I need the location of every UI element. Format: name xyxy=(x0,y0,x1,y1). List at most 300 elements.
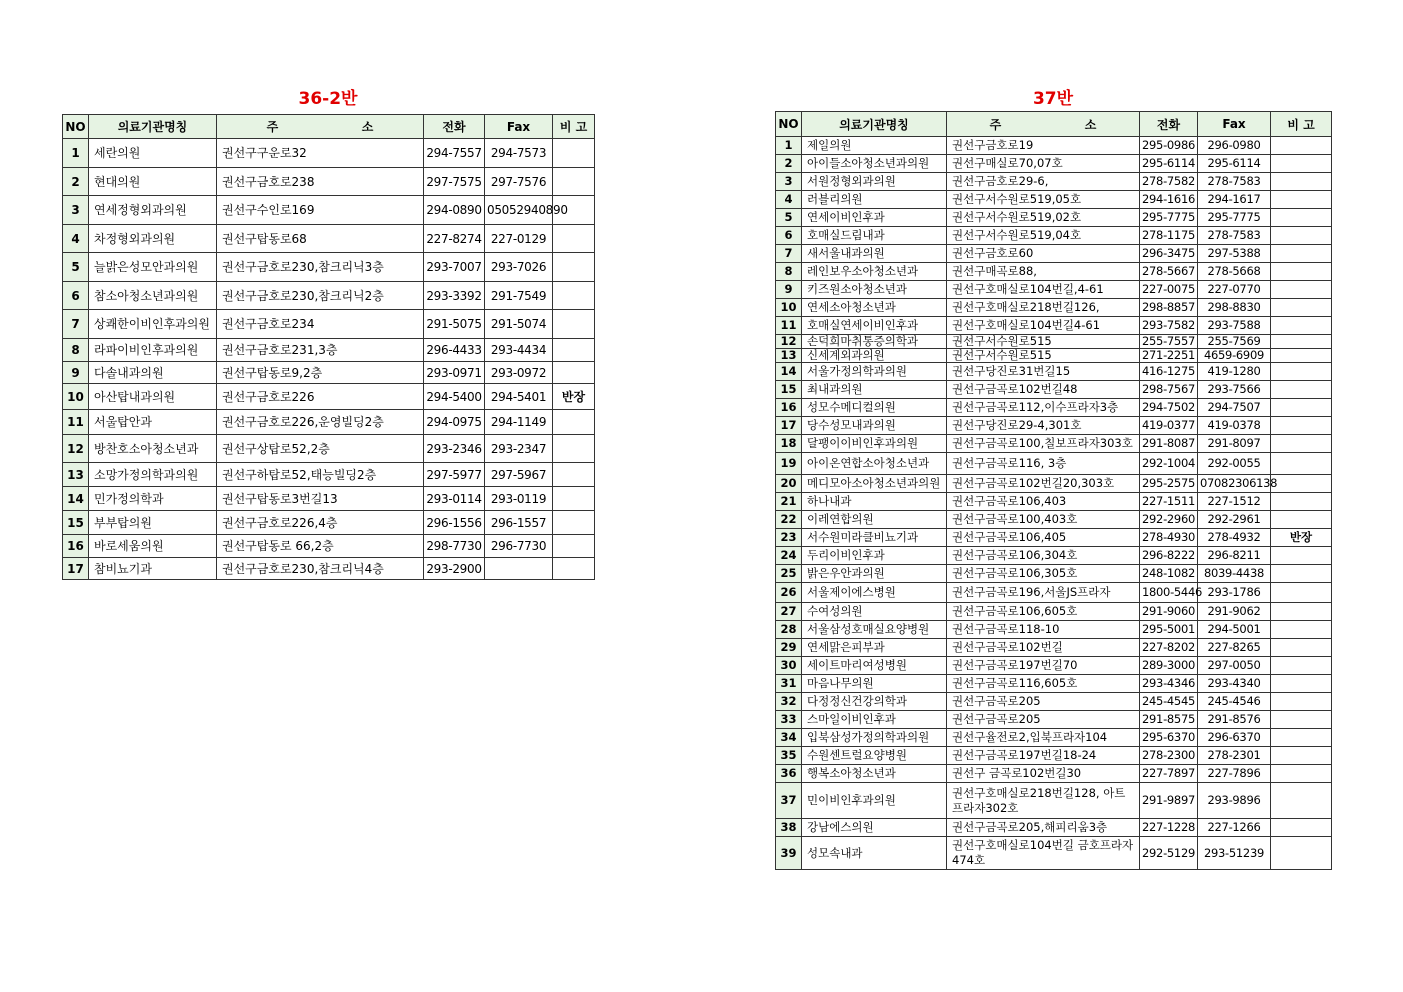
cell-fax xyxy=(485,558,553,580)
cell-note xyxy=(553,435,595,463)
table-row xyxy=(776,675,1332,693)
cell-name: 연세이비인후과 xyxy=(802,209,947,227)
cell-no: 22 xyxy=(776,511,802,529)
table-row xyxy=(63,225,595,253)
table-row xyxy=(776,783,1332,819)
table-row xyxy=(776,335,1332,349)
cell-phone: 294-7502 xyxy=(1140,399,1198,417)
cell-note xyxy=(1271,335,1332,349)
cell-no: 9 xyxy=(776,281,802,299)
cell-address: 권선구금호로230,참크리닉4층 xyxy=(217,558,424,580)
table-row xyxy=(63,282,595,310)
cell-name: 참소아청소년과의원 xyxy=(89,282,217,310)
cell-no: 26 xyxy=(776,583,802,603)
cell-no: 2 xyxy=(63,168,89,196)
cell-name: 부부탑의원 xyxy=(89,511,217,535)
cell-fax: 227-0129 xyxy=(485,225,553,253)
col-header-fax: Fax xyxy=(485,115,553,139)
table-row xyxy=(776,837,1332,870)
cell-note xyxy=(553,535,595,558)
cell-no: 18 xyxy=(776,435,802,453)
cell-note xyxy=(1271,173,1332,191)
cell-name: 수여성의원 xyxy=(802,603,947,621)
cell-name: 참비뇨기과 xyxy=(89,558,217,580)
cell-address: 권선구금호로238 xyxy=(217,168,424,196)
cell-note xyxy=(553,487,595,511)
cell-name: 성모속내과 xyxy=(802,837,947,870)
cell-note xyxy=(1271,583,1332,603)
cell-name: 서원정형외과의원 xyxy=(802,173,947,191)
cell-note xyxy=(1271,547,1332,565)
cell-fax: 245-4546 xyxy=(1198,693,1271,711)
clinic-table-36-2 xyxy=(62,114,595,580)
cell-address: 권선구금곡로100,403호 xyxy=(947,511,1140,529)
cell-name: 메디모아소아청소년과의원 xyxy=(802,475,947,493)
table-row xyxy=(776,819,1332,837)
cell-phone: 416-1275 xyxy=(1140,363,1198,381)
cell-phone: 293-0114 xyxy=(424,487,485,511)
cell-note xyxy=(1271,621,1332,639)
cell-address: 권선구하탑로52,태능빌딩2층 xyxy=(217,463,424,487)
table-header-row xyxy=(63,115,595,139)
cell-phone: 1800-5446 xyxy=(1140,583,1198,603)
table-row xyxy=(776,529,1332,547)
cell-phone: 294-5400 xyxy=(424,384,485,410)
cell-note xyxy=(553,253,595,282)
cell-name: 제일의원 xyxy=(802,137,947,155)
table-row xyxy=(776,363,1332,381)
cell-note xyxy=(1271,245,1332,263)
cell-address: 권선구금곡로102번길48 xyxy=(947,381,1140,399)
table-row xyxy=(776,137,1332,155)
cell-name: 서울탑안과 xyxy=(89,410,217,435)
cell-note xyxy=(553,282,595,310)
cell-fax: 278-7583 xyxy=(1198,173,1271,191)
cell-name: 두리이비인후과 xyxy=(802,547,947,565)
cell-fax: 293-2347 xyxy=(485,435,553,463)
cell-address: 권선구탑동로3번길13 xyxy=(217,487,424,511)
cell-name: 세란의원 xyxy=(89,139,217,168)
table-row xyxy=(776,747,1332,765)
cell-fax: 295-7775 xyxy=(1198,209,1271,227)
cell-name: 마음나무의원 xyxy=(802,675,947,693)
cell-address: 권선구호매실로104번길4-61 xyxy=(947,317,1140,335)
cell-phone: 248-1082 xyxy=(1140,565,1198,583)
cell-fax: 278-4932 xyxy=(1198,529,1271,547)
cell-fax: 05052940890 xyxy=(485,196,553,225)
cell-note xyxy=(1271,417,1332,435)
cell-phone: 255-7557 xyxy=(1140,335,1198,349)
cell-note xyxy=(1271,191,1332,209)
cell-no: 38 xyxy=(776,819,802,837)
table-row xyxy=(776,511,1332,529)
cell-phone: 245-4545 xyxy=(1140,693,1198,711)
cell-phone: 293-0971 xyxy=(424,362,485,384)
cell-no: 28 xyxy=(776,621,802,639)
cell-phone: 296-1556 xyxy=(424,511,485,535)
cell-phone: 296-4433 xyxy=(424,339,485,362)
cell-no: 8 xyxy=(776,263,802,281)
cell-name: 아이온연합소아청소년과 xyxy=(802,453,947,475)
cell-name: 새서울내과의원 xyxy=(802,245,947,263)
table-row xyxy=(63,339,595,362)
cell-name: 세이트마리여성병원 xyxy=(802,657,947,675)
cell-phone: 278-2300 xyxy=(1140,747,1198,765)
cell-phone: 271-2251 xyxy=(1140,349,1198,363)
table-row xyxy=(776,475,1332,493)
cell-name: 최내과의원 xyxy=(802,381,947,399)
cell-phone: 291-9060 xyxy=(1140,603,1198,621)
cell-no: 14 xyxy=(63,487,89,511)
table-row xyxy=(776,417,1332,435)
cell-address: 권선구금곡로106,304호 xyxy=(947,547,1140,565)
section-title-36-2: 36-2반 xyxy=(298,89,358,109)
cell-address: 권선구당진로29-4,301호 xyxy=(947,417,1140,435)
cell-fax: 296-6370 xyxy=(1198,729,1271,747)
col-header-no: NO xyxy=(63,115,89,139)
table-row xyxy=(776,657,1332,675)
cell-note xyxy=(553,362,595,384)
cell-phone: 298-7567 xyxy=(1140,381,1198,399)
cell-fax: 293-7566 xyxy=(1198,381,1271,399)
cell-note xyxy=(1271,729,1332,747)
table-row xyxy=(63,435,595,463)
cell-no: 5 xyxy=(776,209,802,227)
table-row xyxy=(63,196,595,225)
cell-address: 권선구금곡로197번길18-24 xyxy=(947,747,1140,765)
cell-address: 권선구금곡로196,서울JS프라자 xyxy=(947,583,1140,603)
cell-note xyxy=(553,339,595,362)
table-row xyxy=(776,711,1332,729)
table-row xyxy=(776,349,1332,363)
cell-name: 이레연합의원 xyxy=(802,511,947,529)
cell-name: 하나내과 xyxy=(802,493,947,511)
table-row xyxy=(776,547,1332,565)
cell-no: 3 xyxy=(63,196,89,225)
cell-address: 권선구금호로230,참크리닉2층 xyxy=(217,282,424,310)
cell-note xyxy=(1271,155,1332,173)
cell-name: 아이들소아청소년과의원 xyxy=(802,155,947,173)
cell-fax: 294-5401 xyxy=(485,384,553,410)
cell-no: 5 xyxy=(63,253,89,282)
cell-note xyxy=(553,410,595,435)
cell-name: 당수성모내과의원 xyxy=(802,417,947,435)
cell-note xyxy=(553,225,595,253)
cell-note xyxy=(1271,783,1332,819)
cell-no: 39 xyxy=(776,837,802,870)
cell-phone: 292-5129 xyxy=(1140,837,1198,870)
cell-fax: 227-1266 xyxy=(1198,819,1271,837)
cell-fax: 296-7730 xyxy=(485,535,553,558)
cell-address: 권선구금곡로205 xyxy=(947,693,1140,711)
cell-address: 권선구상탑로52,2층 xyxy=(217,435,424,463)
table-header-row xyxy=(776,112,1332,137)
cell-phone: 293-2346 xyxy=(424,435,485,463)
cell-fax: 419-0378 xyxy=(1198,417,1271,435)
cell-note xyxy=(1271,299,1332,317)
cell-name: 소망가정의학과의원 xyxy=(89,463,217,487)
cell-no: 24 xyxy=(776,547,802,565)
cell-address: 권선구 금곡로102번길30 xyxy=(947,765,1140,783)
cell-note xyxy=(553,558,595,580)
cell-address: 권선구호매실로104번길,4-61 xyxy=(947,281,1140,299)
cell-note xyxy=(1271,493,1332,511)
table-row xyxy=(776,693,1332,711)
cell-address: 권선구금호로29-6, xyxy=(947,173,1140,191)
cell-name: 다솔내과의원 xyxy=(89,362,217,384)
table-row xyxy=(776,639,1332,657)
table-row xyxy=(63,362,595,384)
cell-name: 민이비인후과의원 xyxy=(802,783,947,819)
cell-fax: 296-0980 xyxy=(1198,137,1271,155)
cell-phone: 278-4930 xyxy=(1140,529,1198,547)
cell-name: 호매실드림내과 xyxy=(802,227,947,245)
cell-phone: 293-7582 xyxy=(1140,317,1198,335)
col-header-name: 의료기관명칭 xyxy=(802,112,947,137)
table-row xyxy=(63,384,595,410)
cell-fax: 297-7576 xyxy=(485,168,553,196)
cell-name: 손덕희마취통증의학과 xyxy=(802,335,947,349)
table-row xyxy=(776,493,1332,511)
col-header-note: 비 고 xyxy=(1271,112,1332,137)
table-row xyxy=(776,729,1332,747)
cell-phone: 292-2960 xyxy=(1140,511,1198,529)
cell-phone: 227-0075 xyxy=(1140,281,1198,299)
cell-phone: 296-3475 xyxy=(1140,245,1198,263)
table-row xyxy=(776,299,1332,317)
cell-address: 권선구구운로32 xyxy=(217,139,424,168)
cell-phone: 295-7775 xyxy=(1140,209,1198,227)
cell-note xyxy=(1271,137,1332,155)
cell-address: 권선구매실로70,07호 xyxy=(947,155,1140,173)
table-row xyxy=(63,310,595,339)
cell-phone: 294-1616 xyxy=(1140,191,1198,209)
cell-address: 권선구금곡로106,405 xyxy=(947,529,1140,547)
cell-address: 권선구금곡로106,403 xyxy=(947,493,1140,511)
cell-address: 권선구금호로226,운영빌딩2층 xyxy=(217,410,424,435)
cell-address: 권선구금곡로102번길 xyxy=(947,639,1140,657)
cell-no: 14 xyxy=(776,363,802,381)
cell-name: 늘밝은성모안과의원 xyxy=(89,253,217,282)
table-row xyxy=(776,381,1332,399)
table-row xyxy=(776,453,1332,475)
cell-no: 11 xyxy=(63,410,89,435)
cell-no: 33 xyxy=(776,711,802,729)
cell-fax: 227-1512 xyxy=(1198,493,1271,511)
cell-no: 19 xyxy=(776,453,802,475)
cell-name: 행복소아청소년과 xyxy=(802,765,947,783)
cell-fax: 293-4434 xyxy=(485,339,553,362)
cell-no: 15 xyxy=(776,381,802,399)
cell-fax: 07082306138 xyxy=(1198,475,1271,493)
cell-address: 권선구금곡로106,605호 xyxy=(947,603,1140,621)
cell-fax: 298-8830 xyxy=(1198,299,1271,317)
cell-address: 권선구금곡로197번길70 xyxy=(947,657,1140,675)
cell-note xyxy=(1271,837,1332,870)
cell-fax: 294-7573 xyxy=(485,139,553,168)
cell-fax: 297-5967 xyxy=(485,463,553,487)
table-row xyxy=(776,317,1332,335)
cell-no: 23 xyxy=(776,529,802,547)
cell-fax: 294-5001 xyxy=(1198,621,1271,639)
cell-no: 11 xyxy=(776,317,802,335)
cell-address: 권선구호매실로218번길128, 아트프라자302호 xyxy=(947,783,1140,819)
cell-phone: 227-8202 xyxy=(1140,639,1198,657)
cell-name: 바로세움의원 xyxy=(89,535,217,558)
col-header-phone: 전화 xyxy=(1140,112,1198,137)
col-header-address: 주 소 xyxy=(217,115,424,139)
cell-note xyxy=(553,139,595,168)
cell-no: 25 xyxy=(776,565,802,583)
cell-fax: 293-51239 xyxy=(1198,837,1271,870)
cell-address: 권선구금곡로100,칠보프라자303호 xyxy=(947,435,1140,453)
cell-address: 권선구금곡로106,305호 xyxy=(947,565,1140,583)
cell-no: 27 xyxy=(776,603,802,621)
cell-address: 권선구당진로31번길15 xyxy=(947,363,1140,381)
cell-no: 8 xyxy=(63,339,89,362)
cell-name: 차정형외과의원 xyxy=(89,225,217,253)
table-row xyxy=(776,565,1332,583)
table-row xyxy=(776,281,1332,299)
cell-phone: 295-6370 xyxy=(1140,729,1198,747)
cell-note xyxy=(553,168,595,196)
cell-no: 7 xyxy=(776,245,802,263)
cell-phone: 291-9897 xyxy=(1140,783,1198,819)
cell-address: 권선구금곡로102번길20,303호 xyxy=(947,475,1140,493)
cell-name: 라파이비인후과의원 xyxy=(89,339,217,362)
cell-note xyxy=(1271,693,1332,711)
cell-phone: 293-3392 xyxy=(424,282,485,310)
cell-no: 1 xyxy=(63,139,89,168)
cell-name: 연세맑은피부과 xyxy=(802,639,947,657)
cell-no: 10 xyxy=(63,384,89,410)
table-row xyxy=(776,435,1332,453)
cell-phone: 227-8274 xyxy=(424,225,485,253)
cell-no: 13 xyxy=(776,349,802,363)
cell-no: 6 xyxy=(63,282,89,310)
cell-address: 권선구서수원로515 xyxy=(947,349,1140,363)
cell-address: 권선구금곡로118-10 xyxy=(947,621,1140,639)
cell-fax: 291-7549 xyxy=(485,282,553,310)
cell-phone: 291-8575 xyxy=(1140,711,1198,729)
cell-phone: 292-1004 xyxy=(1140,453,1198,475)
cell-no: 4 xyxy=(63,225,89,253)
cell-address: 권선구금호로226 xyxy=(217,384,424,410)
col-header-address: 주 소 xyxy=(947,112,1140,137)
cell-address: 권선구율전로2,입북프라자104 xyxy=(947,729,1140,747)
cell-name: 연세정형외과의원 xyxy=(89,196,217,225)
cell-fax: 4659-6909 xyxy=(1198,349,1271,363)
cell-name: 성모수메디컬의원 xyxy=(802,399,947,417)
cell-note xyxy=(1271,399,1332,417)
cell-fax: 227-0770 xyxy=(1198,281,1271,299)
cell-note xyxy=(1271,711,1332,729)
cell-no: 12 xyxy=(63,435,89,463)
cell-fax: 294-7507 xyxy=(1198,399,1271,417)
cell-fax: 227-8265 xyxy=(1198,639,1271,657)
cell-fax: 294-1149 xyxy=(485,410,553,435)
cell-note xyxy=(553,463,595,487)
col-header-phone: 전화 xyxy=(424,115,485,139)
cell-note xyxy=(553,310,595,339)
cell-address: 권선구금곡로116,605호 xyxy=(947,675,1140,693)
table-row xyxy=(776,583,1332,603)
cell-address: 권선구서수원로519,05호 xyxy=(947,191,1140,209)
cell-phone: 296-8222 xyxy=(1140,547,1198,565)
cell-name: 서울가정의학과의원 xyxy=(802,363,947,381)
cell-phone: 289-3000 xyxy=(1140,657,1198,675)
cell-fax: 293-0119 xyxy=(485,487,553,511)
cell-phone: 294-0975 xyxy=(424,410,485,435)
cell-phone: 278-5667 xyxy=(1140,263,1198,281)
cell-fax: 8039-4438 xyxy=(1198,565,1271,583)
cell-phone: 298-7730 xyxy=(424,535,485,558)
cell-address: 권선구호매실로218번길126, xyxy=(947,299,1140,317)
cell-address: 권선구호매실로104번길 금호프라자474호 xyxy=(947,837,1140,870)
cell-note xyxy=(1271,603,1332,621)
cell-no: 1 xyxy=(776,137,802,155)
cell-address: 권선구금호로234 xyxy=(217,310,424,339)
table-row xyxy=(776,245,1332,263)
cell-name: 서수원미라클비뇨기과 xyxy=(802,529,947,547)
table-row xyxy=(63,168,595,196)
cell-address: 권선구수인로169 xyxy=(217,196,424,225)
cell-address: 권선구금호로60 xyxy=(947,245,1140,263)
cell-phone: 227-1511 xyxy=(1140,493,1198,511)
cell-no: 34 xyxy=(776,729,802,747)
cell-fax: 295-6114 xyxy=(1198,155,1271,173)
cell-address: 권선구매곡로88, xyxy=(947,263,1140,281)
cell-note xyxy=(1271,363,1332,381)
cell-address: 권선구금호로19 xyxy=(947,137,1140,155)
table-row xyxy=(63,487,595,511)
cell-phone: 291-5075 xyxy=(424,310,485,339)
cell-fax: 293-7588 xyxy=(1198,317,1271,335)
cell-phone: 295-6114 xyxy=(1140,155,1198,173)
cell-phone: 227-1228 xyxy=(1140,819,1198,837)
table-row xyxy=(776,155,1332,173)
cell-no: 16 xyxy=(776,399,802,417)
cell-address: 권선구금호로231,3층 xyxy=(217,339,424,362)
cell-no: 2 xyxy=(776,155,802,173)
cell-note xyxy=(1271,675,1332,693)
cell-fax: 293-4340 xyxy=(1198,675,1271,693)
table-row xyxy=(776,765,1332,783)
cell-fax: 293-1786 xyxy=(1198,583,1271,603)
table-row xyxy=(63,558,595,580)
cell-fax: 297-5388 xyxy=(1198,245,1271,263)
cell-address: 권선구금곡로205,해피리움3층 xyxy=(947,819,1140,837)
cell-no: 36 xyxy=(776,765,802,783)
cell-no: 13 xyxy=(63,463,89,487)
cell-phone: 297-7575 xyxy=(424,168,485,196)
cell-name: 레인보우소아청소년과 xyxy=(802,263,947,281)
cell-fax: 296-8211 xyxy=(1198,547,1271,565)
cell-phone: 295-0986 xyxy=(1140,137,1198,155)
cell-note xyxy=(1271,381,1332,399)
cell-no: 37 xyxy=(776,783,802,819)
cell-phone: 419-0377 xyxy=(1140,417,1198,435)
cell-name: 민가정의학과 xyxy=(89,487,217,511)
cell-address: 권선구탑동로9,2층 xyxy=(217,362,424,384)
table-row xyxy=(63,139,595,168)
cell-no: 21 xyxy=(776,493,802,511)
cell-address: 권선구금호로230,참크리닉3층 xyxy=(217,253,424,282)
cell-no: 32 xyxy=(776,693,802,711)
cell-phone: 298-8857 xyxy=(1140,299,1198,317)
cell-fax: 292-0055 xyxy=(1198,453,1271,475)
cell-fax: 293-9896 xyxy=(1198,783,1271,819)
